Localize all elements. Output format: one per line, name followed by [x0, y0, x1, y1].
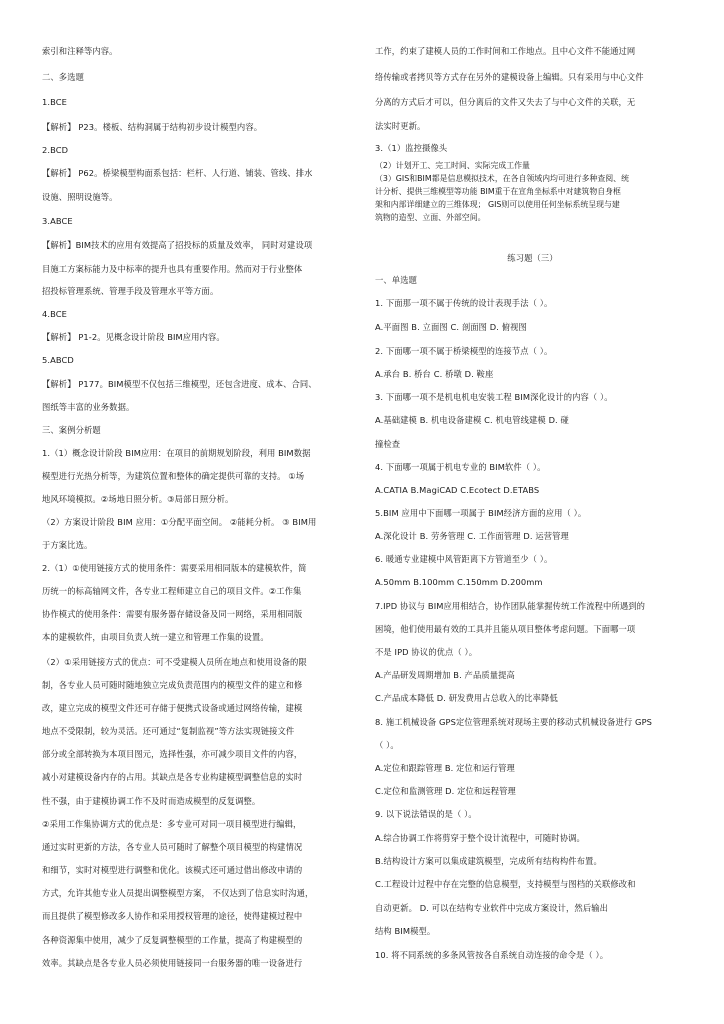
- answer-line: 4.BCE: [42, 309, 67, 319]
- question-line: 8. 施工机械设备 GPS定位管理系统对现场主要的移动式机械设备进行 GPS: [375, 717, 653, 727]
- text-line: 图纸等丰富的业务数据。: [42, 402, 135, 412]
- text-line: 目施工方案标能力及中标率的提升也具有重要作用。然而对于行业整体: [42, 264, 303, 274]
- question-line: 困境，他们使用最有效的工具并且能从项目整体考虑问题。下面哪一项: [375, 624, 636, 634]
- option-line: A.承台 B. 桥台 C. 桥墩 D. 鞍座: [375, 369, 494, 379]
- text-line: 减小对建模设备内存的占用。其缺点是各专业构建模型调整信息的实时: [42, 772, 303, 782]
- text-line: 计分析、提供三维模型等功能 BIM重于在宣角坐标系中对建筑物自身框: [375, 187, 621, 196]
- text-line: 制，各专业人员可随时随地独立完成负责范围内的模型文件的建立和修: [42, 680, 303, 690]
- text-line: 改，建立完成的模型文件还可存储于便携式设备或通过网络传输，建模: [42, 703, 303, 713]
- section-heading: 一、单选题: [375, 275, 417, 285]
- text-line: 3.（1）监控摄像头: [375, 143, 448, 153]
- option-line: A.定位和跟踪管理 B. 定位和运行管理: [375, 763, 515, 773]
- question-line: 7.IPD 协议与 BIM应用相结合，协作团队能掌握传统工作流程中所遇到的: [375, 601, 646, 611]
- text-line: （3）GIS和BIM都是信息模拟技术，在各自领域内均可进行多种查阅、统: [375, 174, 629, 183]
- text-line: 筑物的造型、立面、外部空间。: [375, 213, 486, 222]
- text-line: 效率。其缺点是各专业人员必须使用链接同一台服务器的唯一设备进行: [42, 958, 303, 968]
- text-line: 【解析】 P62。桥梁模型构面系包括：栏杆、人行道、铺装、管线、排水: [42, 168, 313, 178]
- exercise-title: 练习题（三）: [507, 253, 558, 263]
- text-line: 模型进行光热分析等，为建筑位置和整体的确定提供可靠的支持。 ①场: [42, 471, 305, 481]
- answer-line: 2.BCD: [42, 145, 69, 155]
- option-line: A.产品研发周期增加 B. 产品质量提高: [375, 670, 515, 680]
- section-heading: 三、案例分析题: [42, 425, 101, 435]
- text-line: 2.（1）①使用链接方式的使用条件：需要采用相同版本的建模软件，简: [42, 563, 307, 573]
- text-line: 【解析】BIM技术的应用有效提高了招投标的质量及效率， 同时对建设项: [42, 240, 313, 250]
- text-line: ②采用工作集协调方式的优点是：多专业可对同一项目模型进行编辑，: [42, 819, 302, 829]
- option-line: A.平面图 B. 立面图 C. 剖面图 D. 俯视图: [375, 322, 527, 332]
- option-line: C.工程设计过程中存在完整的信息模型，支持模型与图档的关联修改和: [375, 879, 636, 889]
- text-line: 地点不受限制，较为灵活。还可通过“复制监视”等方法实现链接文件: [42, 726, 295, 736]
- question-line: 6. 暖通专业建模中风管距离下方管道至少（ ）。: [375, 554, 553, 564]
- option-line: 撞检查: [375, 439, 401, 449]
- text-line: 架和内部详细建立的三维体现； GIS则可以使用任何坐标系统呈现与建: [375, 200, 620, 209]
- option-line: B.结构设计方案可以集成建筑模型，完成所有结构构件布置。: [375, 856, 602, 866]
- option-line: A.50mm B.100mm C.150mm D.200mm: [375, 577, 543, 587]
- option-line: 结构 BIM模型。: [375, 926, 436, 936]
- section-heading: 二、多选题: [42, 72, 84, 82]
- text-line: 各种资源集中使用，减少了反复调整模型的工作量，提高了构建模型的: [42, 935, 303, 945]
- question-line: 3. 下面哪一项不是机电机电安装工程 BIM深化设计的内容（ ）。: [375, 392, 613, 402]
- text-line: 【解析】 P1-2。见概念设计阶段 BIM应用内容。: [42, 332, 225, 342]
- text-line: 络传输或者拷贝等方式存在另外的建模设备上编辑。只有采用与中心文件: [375, 72, 644, 82]
- option-line: A.CATIA B.MagiCAD C.Ecotect D.ETABS: [375, 485, 540, 495]
- option-line: A.深化设计 B. 劳务管理 C. 工作面管理 D. 运营管理: [375, 531, 569, 541]
- text-line: 索引和注释等内容。: [42, 46, 118, 56]
- text-line: 于方案比选。: [42, 540, 93, 550]
- question-line: 4. 下面哪一项属于机电专业的 BIM软件（ ）。: [375, 462, 546, 472]
- answer-line: 3.ABCE: [42, 216, 73, 226]
- answer-line: 5.ABCD: [42, 355, 74, 365]
- text-line: 【解析】 P23。楼板、结构洞属于结构初步设计模型内容。: [42, 122, 263, 132]
- question-line: 1. 下面那一项不属于传统的设计表现手法（ ）。: [375, 298, 553, 308]
- option-line: A.基础建模 B. 机电设备建模 C. 机电管线建模 D. 碰: [375, 415, 569, 425]
- text-line: 部分或全部转换为本项目图元，选择性强，亦可减少项目文件的内容，: [42, 749, 303, 759]
- question-line: 10. 将不同系统的多条风管按各自系统自动连接的命令是（ ）。: [375, 950, 609, 960]
- text-line: （2）方案设计阶段 BIM 应用：①分配平面空间。 ②能耗分析。 ③ BIM用: [42, 517, 317, 527]
- text-line: 协作模式的使用条件：需要有服务器存储设备及同一网络，采用相同版: [42, 609, 303, 619]
- text-line: （2）计划开工、完工时间、实际完成工作量: [375, 161, 530, 170]
- text-line: 设施、照明设施等。: [42, 192, 118, 202]
- text-line: 【解析】 P177。BIM模型不仅包括三维模型，还包含进度、成本、合同、: [42, 379, 317, 389]
- text-line: 和细节，实时对模型进行调整和优化。该模式还可通过借出修改申请的: [42, 865, 303, 875]
- question-line: 5.BIM 应用中下面哪一项属于 BIM经济方面的应用（ ）。: [375, 508, 587, 518]
- text-line: 性不强，由于建模协调工作不及时而造成模型的反复调整。: [42, 796, 261, 806]
- text-line: 分离的方式后才可以，但分离后的文件又失去了与中心文件的关联，无: [375, 97, 636, 107]
- text-line: 而且提供了模型修改多人协作和采用授权管理的途径，使得建模过程中: [42, 911, 303, 921]
- text-line: 历统一的标高轴网文件，各专业工程师建立自己的项目文件。②工作集: [42, 586, 302, 596]
- text-line: 招投标管理系统、管理手段及管理水平等方面。: [42, 286, 219, 296]
- text-line: 通过实时更新的方法，各专业人员可随时了解整个项目模型的构建情况: [42, 842, 303, 852]
- option-line: C.定位和监测管理 D. 定位和远程管理: [375, 786, 516, 796]
- text-line: 法实时更新。: [375, 121, 426, 131]
- text-line: 方式，允许其他专业人员提出调整模型方案， 不仅达到了信息实时沟通，: [42, 888, 314, 898]
- text-line: 1.（1）概念设计阶段 BIM应用：在项目的前期规划阶段，利用 BIM数据: [42, 448, 311, 458]
- question-line: 2. 下面哪一项不属于桥梁模型的连接节点（ ）。: [375, 346, 553, 356]
- text-line: 本的建模软件，由项目负责人统一建立和管理工作集的设置。: [42, 632, 269, 642]
- text-line: 工作，约束了建模人员的工作时间和工作地点。且中心文件不能通过网: [375, 46, 636, 56]
- question-line: 9. 以下说法错误的是（ ）。: [375, 809, 477, 819]
- text-line: 地风环境模拟。②场地日照分析。③局部日照分析。: [42, 494, 234, 504]
- option-line: A.综合协调工作将剪穿于整个设计流程中，可随时协调。: [375, 833, 585, 843]
- option-line: 自动更新。 D. 可以在结构专业软件中完成方案设计，然后输出: [375, 903, 609, 913]
- text-line: （2）①采用链接方式的优点：可不受建模人员所在地点和使用设备的限: [42, 657, 307, 667]
- option-line: C.产品成本降低 D. 研发费用占总收入的比率降低: [375, 693, 558, 703]
- question-line: （ ）。: [375, 740, 399, 750]
- answer-line: 1.BCE: [42, 97, 67, 107]
- question-line: 不是 IPD 协议的优点（ ）。: [375, 647, 478, 657]
